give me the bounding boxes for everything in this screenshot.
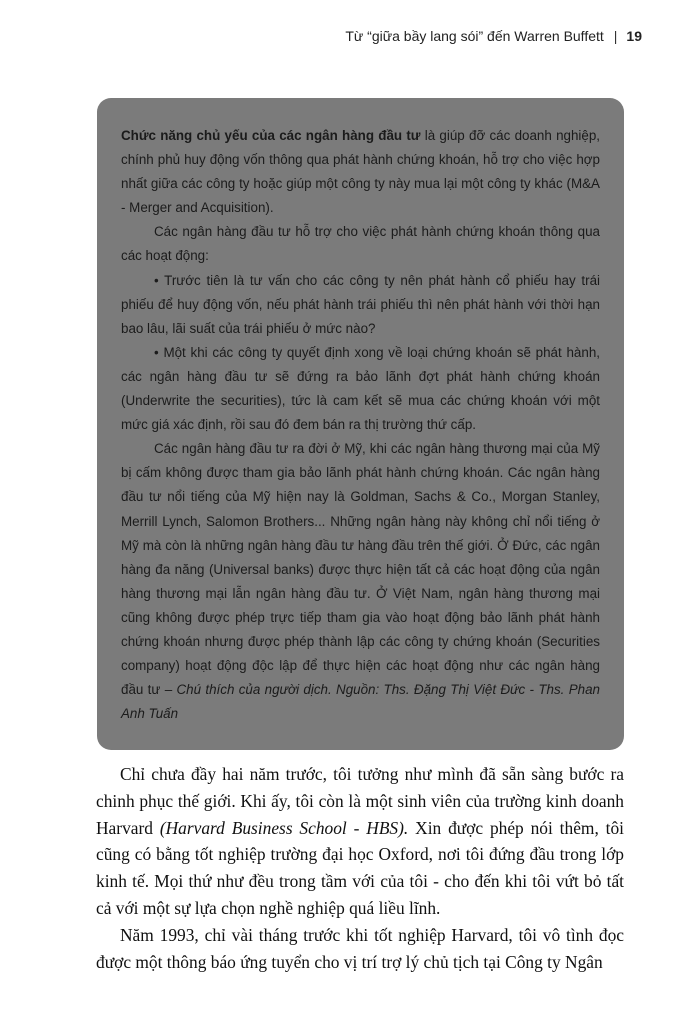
note-paragraph-definition: [121, 124, 600, 220]
note-definition-text: là giúp đỡ các doanh nghiệp, chính phủ huy động vốn thông qua phát hành chứng khoán, hỗ trợ cho việc hợp nhất giữa các công ty hoặc giúp một công ty này mua lại một công ty khác (M&A - Merger and Acquisition).: [121, 128, 600, 216]
note-lead-term: Chức năng chủ yếu của các ngân hàng đầu tư: [121, 128, 421, 143]
note-paragraph-activities: Các ngân hàng đầu tư hỗ trợ cho việc phát hành chứng khoán thông qua các hoạt động:: [121, 224, 600, 264]
body-paragraph-1-text-a: Chỉ chưa đầy hai năm trước, tôi tưởng như mình đã sẵn sàng bước ra chinh phục thế giới. Khi ấy, tôi còn là một sinh viên của trường kinh doanh Harvard: [96, 764, 624, 838]
note-history-text: Các ngân hàng đầu tư ra đời ở Mỹ, khi các ngân hàng thương mại của Mỹ bị cấm không được tham gia bảo lãnh phát hành chứng khoán. Các ngân hàng đầu tư nổi tiếng của Mỹ hiện nay là Goldman, Sachs & Co., Morgan Stanley, Merrill Lynch, Salomon Brothers... Những ngân hàng này không chỉ nổi tiếng ở Mỹ mà còn là những ngân hàng đầu tư hàng đầu trên thế giới. Ở Đức, các ngân hàng đa năng (Universal banks) được thực hiện tất cả các hoạt động của ngân hàng thương mại lẫn ngân hàng đầu tư. Ở Việt Nam, ngân hàng thương mại cũng không được phép trực tiếp tham gia vào hoạt động bảo lãnh phát hành chứng khoán nhưng được phép thành lập các công ty chứng khoán (Securities company) hoạt động độc lập để thực hiện các hoạt động như các ngân hàng đầu tư –: [121, 441, 600, 698]
main-body-text: [96, 761, 624, 975]
note-bullet-underwrite: • Một khi các công ty quyết định xong về loại chứng khoán sẽ phát hành, các ngân hàng đầu tư sẽ đứng ra bảo lãnh đợt phát hành chứng khoán (Underwrite the securities), tức là cam kết sẽ mua các chứng khoán với một mức giá xác định, rồi sau đó đem bán ra thị trường thứ cấp.: [121, 344, 600, 433]
running-title: Từ “giữa bầy lang sói” đến Warren Buffett: [345, 28, 604, 44]
header-separator: |: [613, 28, 618, 44]
translator-note-box: [97, 98, 624, 750]
note-paragraph-history: [121, 437, 600, 726]
running-header: [345, 28, 642, 44]
body-paragraph-1-text-b: Xin được phép nói thêm, tôi cũng có bằng tốt nghiệp trường đại học Oxford, nơi tôi đứng đầu trong lớp kinh tế. Mọi thứ như đều trong tầm với của tôi - cho đến khi tôi vứt bỏ tất cả với một sự lựa chọn nghề nghiệp quá liều lĩnh.: [96, 817, 624, 918]
note-bullet-advice: • Trước tiên là tư vấn cho các công ty nên phát hành cổ phiếu hay trái phiếu để huy động vốn, nếu phát hành trái phiếu thì nên phát hành với thời hạn bao lâu, lãi suất của trái phiếu ở mức nào?: [121, 272, 600, 336]
page-number: 19: [626, 28, 642, 44]
body-paragraph-1-italic: (Harvard Business School - HBS).: [159, 817, 409, 838]
body-paragraph-2: Năm 1993, chỉ vài tháng trước khi tốt nghiệp Harvard, tôi vô tình đọc được một thông báo ứng tuyển cho vị trí trợ lý chủ tịch tại Công ty Ngân: [96, 924, 624, 972]
note-source-credit: Chú thích của người dịch. Nguồn: Ths. Đặng Thị Việt Đức - Ths. Phan Anh Tuấn: [121, 682, 600, 722]
body-paragraph-1: [96, 761, 624, 922]
